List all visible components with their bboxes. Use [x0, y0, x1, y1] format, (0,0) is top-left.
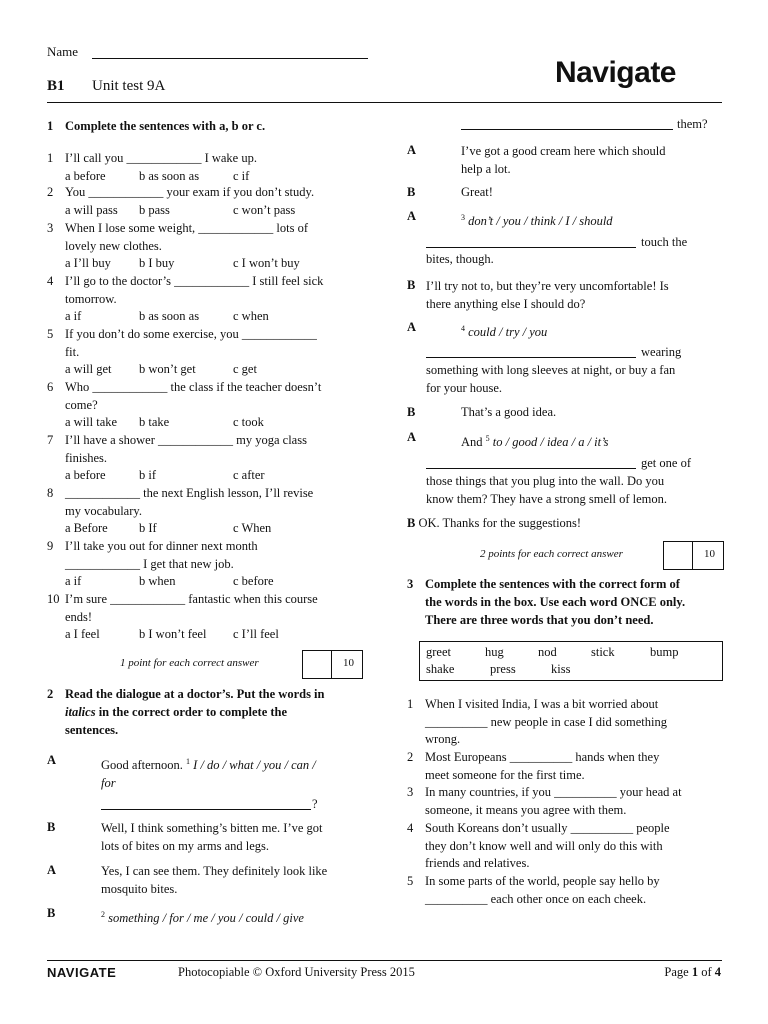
dialogue-text: I’ve got a good cream here which should [461, 144, 666, 158]
instruction-italic: italics [65, 705, 96, 719]
gap-number: 3 [461, 213, 465, 222]
speaker-b: B [407, 278, 416, 292]
dialogue-line [101, 820, 366, 855]
question-text: tomorrow. [65, 291, 117, 306]
answer-option[interactable]: c I’ll feel [233, 627, 279, 641]
dialogue-text: Good afternoon. [101, 758, 183, 773]
answer-option[interactable]: a I’ll buy [65, 256, 111, 270]
answer-option[interactable]: a will take [65, 415, 118, 429]
question-text: In some parts of the world, people say hello by [425, 874, 660, 888]
footer-rule [47, 960, 722, 961]
dialogue-text: get one of [641, 456, 691, 470]
word-box [419, 641, 723, 681]
question-text: ____________ the next English lesson, I’ll revise [65, 486, 314, 500]
score-box [663, 541, 724, 570]
section-number: 2 [47, 687, 54, 701]
question-text: When I visited India, I was a bit worried about [425, 697, 659, 711]
section-number: 3 [407, 577, 414, 591]
answer-option[interactable]: a if [65, 574, 82, 588]
gap-number: 4 [461, 324, 465, 333]
score-total: 10 [704, 548, 715, 560]
answer-option[interactable]: b when [139, 574, 176, 588]
instruction-line: sentences. [65, 723, 119, 737]
level-label: B1 [47, 78, 65, 94]
dialogue-text: for your house. [426, 380, 503, 395]
answer-option[interactable]: c after [233, 468, 265, 482]
question-text: I’m sure ____________ fantastic when this course [65, 592, 318, 606]
scrambled-words: I / do / what / you / can / [193, 758, 316, 773]
speaker-b: B [407, 405, 416, 419]
question-text: ____________ I get that new job. [65, 556, 234, 571]
instruction-line: in the correct order to complete the [95, 705, 288, 719]
answer-blank-1[interactable] [101, 797, 311, 810]
dialogue-text: those things that you plug into the wall. Do you [426, 474, 665, 488]
question-text: I’ll go to the doctor’s ____________ I still feel sick [65, 274, 324, 288]
dialogue-text: something with long sleeves at night, or buy a fan [426, 363, 676, 377]
answer-option[interactable]: b pass [139, 202, 170, 217]
word-box-item: bump [650, 645, 679, 659]
question-number: 10 [47, 592, 60, 606]
answer-blank-2[interactable] [461, 117, 673, 130]
question-number: 6 [47, 380, 54, 394]
gap-number: 2 [101, 910, 105, 919]
answer-option[interactable]: a before [65, 168, 106, 183]
question-number: 9 [47, 539, 54, 553]
question-number: 2 [407, 750, 414, 764]
speaker-a: A [407, 143, 417, 157]
answer-option[interactable]: b won’t get [139, 362, 196, 376]
question-text: friends and relatives. [425, 856, 530, 870]
dialogue-text: OK. Thanks for the suggestions! [418, 516, 582, 530]
answer-option[interactable]: a before [65, 468, 106, 482]
gap-number: 1 [186, 757, 191, 766]
question-number: 1 [407, 697, 414, 711]
scrambled-words: to / good / idea / a / it’s [492, 435, 609, 450]
section-2-heading [47, 685, 377, 739]
question-number: 5 [47, 327, 54, 341]
gap-number: 5 [485, 434, 490, 443]
word-box-item: hug [485, 645, 504, 659]
page-label: Page [664, 965, 692, 979]
dialogue-text: there anything else I should do? [426, 296, 586, 311]
question-text: my vocabulary. [65, 503, 142, 518]
score-total: 10 [343, 657, 354, 669]
dialogue-line [426, 278, 721, 313]
instruction-line: Complete the sentences with the correct form of [425, 577, 680, 591]
dialogue-text: Well, I think something’s bitten me. I’ve got [101, 821, 323, 835]
scrambled-words: for [101, 775, 116, 790]
dialogue-text: help a lot. [461, 161, 511, 176]
answer-option[interactable]: a Before [65, 521, 108, 535]
answer-blank-4[interactable] [426, 345, 636, 358]
word-box-item: press [490, 662, 516, 676]
question-text: In many countries, if you __________ your head at [425, 785, 682, 799]
speaker-a: A [407, 209, 417, 223]
word-box-item: kiss [551, 662, 571, 676]
section-3-heading [407, 575, 727, 629]
page-label: of [698, 965, 715, 979]
question-text: someone, it means you agree with them. [425, 802, 627, 817]
question-number: 4 [47, 274, 54, 288]
answer-option[interactable]: a will pass [65, 202, 118, 217]
footer-brand: NAVIGATE [47, 965, 117, 980]
dialogue-line [101, 906, 366, 928]
question-text: If you don’t do some exercise, you ____________ [65, 327, 317, 341]
dialogue-line [426, 362, 721, 397]
question-number: 7 [47, 433, 54, 447]
navigate-logo: Navigate [554, 56, 676, 89]
question-text: __________ new people in case I did something [425, 714, 667, 729]
dialogue-text: lots of bites on my arms and legs. [101, 838, 270, 853]
answer-option[interactable]: c I won’t buy [233, 256, 300, 270]
question-text: meet someone for the first time. [425, 767, 585, 782]
score-note: 2 points for each correct answer [480, 548, 623, 560]
speaker-a: A [47, 863, 57, 877]
question-text: ends! [65, 609, 93, 624]
speaker-a: A [407, 320, 417, 334]
dialogue-line [101, 753, 351, 792]
dialogue-line [101, 863, 366, 898]
dialogue-text: bites, though. [426, 252, 494, 266]
answer-blank-5[interactable] [426, 456, 636, 469]
dialogue-text: touch the [641, 235, 688, 249]
word-box-item: shake [426, 662, 455, 676]
answer-option[interactable]: b as soon as [139, 168, 200, 183]
question-text: I’ll take you out for dinner next month [65, 539, 258, 553]
dialogue-text: And [461, 435, 483, 450]
dialogue-line [426, 473, 721, 508]
answer-option[interactable]: c took [233, 415, 264, 429]
section-number: 1 [47, 119, 54, 133]
name-field[interactable] [92, 58, 368, 59]
instruction-line: the words in the box. Use each word ONCE only. [425, 595, 686, 609]
answer-blank-3[interactable] [426, 235, 636, 248]
question-text: When I lose some weight, ____________ lots of [65, 221, 309, 235]
score-note: 1 point for each correct answer [120, 657, 259, 669]
speaker-b: B [47, 820, 56, 834]
score-box [302, 650, 363, 679]
word-box-item: stick [591, 645, 615, 659]
question-text: I’ll have a shower ____________ my yoga class [65, 433, 307, 447]
dialogue-text: them? [677, 117, 708, 131]
question-mark: ? [312, 797, 318, 811]
speaker-a: A [47, 753, 57, 767]
answer-option[interactable]: c When [233, 521, 272, 535]
question-text: come? [65, 397, 98, 412]
question-number: 4 [407, 821, 414, 835]
speaker-b: B [407, 185, 416, 199]
answer-option[interactable]: b as soon as [139, 309, 200, 323]
question-text: __________ each other once on each cheek. [425, 891, 647, 906]
answer-option[interactable]: c when [233, 309, 269, 323]
dialogue-line [461, 209, 721, 231]
question-number: 2 [47, 185, 54, 199]
scrambled-words: don’t / you / think / I / should [468, 214, 613, 229]
answer-option[interactable]: b I won’t feel [139, 627, 207, 641]
question-number: 3 [47, 221, 54, 235]
question-number: 1 [47, 151, 54, 165]
page-current: 1 [691, 965, 699, 979]
answer-option[interactable]: c if [233, 168, 250, 183]
question-text: You ____________ your exam if you don’t study. [65, 185, 315, 199]
question-text: they don’t know well and will only do this with [425, 838, 663, 853]
question-text: lovely new clothes. [65, 238, 162, 253]
answer-option[interactable]: a will get [65, 362, 112, 376]
answer-option[interactable]: a I feel [65, 627, 100, 641]
answer-option[interactable]: c won’t pass [233, 202, 296, 217]
dialogue-text: Yes, I can see them. They definitely look like [101, 864, 328, 878]
instruction-line: There are three words that you don’t need. [425, 613, 654, 627]
speaker-b: B [47, 906, 56, 920]
answer-option[interactable]: b I buy [139, 256, 175, 270]
answer-option[interactable]: a if [65, 309, 82, 323]
dialogue-text: Great! [461, 185, 493, 199]
section-1-heading [47, 117, 387, 135]
question-text: I’ll call you ____________ I wake up. [65, 151, 257, 165]
answer-option[interactable]: c before [233, 574, 274, 588]
answer-option[interactable]: b take [139, 415, 170, 429]
question-number: 8 [47, 486, 54, 500]
instruction-line: Read the dialogue at a doctor’s. Put the words in [65, 687, 325, 701]
scrambled-words: something / for / me / you / could / give [108, 911, 304, 926]
question-text: Who ____________ the class if the teacher doesn’t [65, 380, 322, 394]
word-box-item: nod [538, 645, 557, 659]
question-number: 3 [407, 785, 414, 799]
dialogue-text: wearing [641, 345, 682, 359]
question-text: South Koreans don’t usually __________ people [425, 821, 670, 835]
question-number: 5 [407, 874, 414, 888]
dialogue-line [461, 320, 721, 342]
answer-option[interactable]: b if [139, 468, 157, 482]
speaker-a: A [407, 430, 417, 444]
question-text: fit. [65, 344, 80, 359]
dialogue-text: know them? They have a strong smell of lemon. [426, 491, 668, 506]
header-rule [47, 102, 722, 103]
answer-option[interactable]: b If [139, 521, 157, 535]
page-number [664, 965, 721, 980]
question-text: wrong. [425, 732, 461, 746]
answer-option[interactable]: c get [233, 362, 257, 376]
word-box-item: greet [426, 645, 451, 659]
scrambled-words: could / try / you [468, 325, 548, 340]
page-total: 4 [714, 965, 721, 979]
question-text: Most Europeans __________ hands when they [425, 750, 660, 764]
copyright-text: Photocopiable © Oxford University Press 2015 [178, 965, 415, 979]
question-text: finishes. [65, 450, 108, 465]
dialogue-line [461, 430, 721, 452]
dialogue-line [461, 143, 721, 178]
section-instruction: Complete the sentences with a, b or c. [65, 119, 266, 133]
speaker-b: B [407, 516, 416, 530]
name-label: Name [47, 44, 79, 59]
dialogue-text: I’ll try not to, but they’re very uncomfortable! Is [426, 279, 669, 293]
dialogue-line [407, 516, 581, 531]
dialogue-text: mosquito bites. [101, 881, 178, 896]
dialogue-text: That’s a good idea. [461, 405, 557, 419]
page-title: Unit test 9A [92, 78, 166, 94]
